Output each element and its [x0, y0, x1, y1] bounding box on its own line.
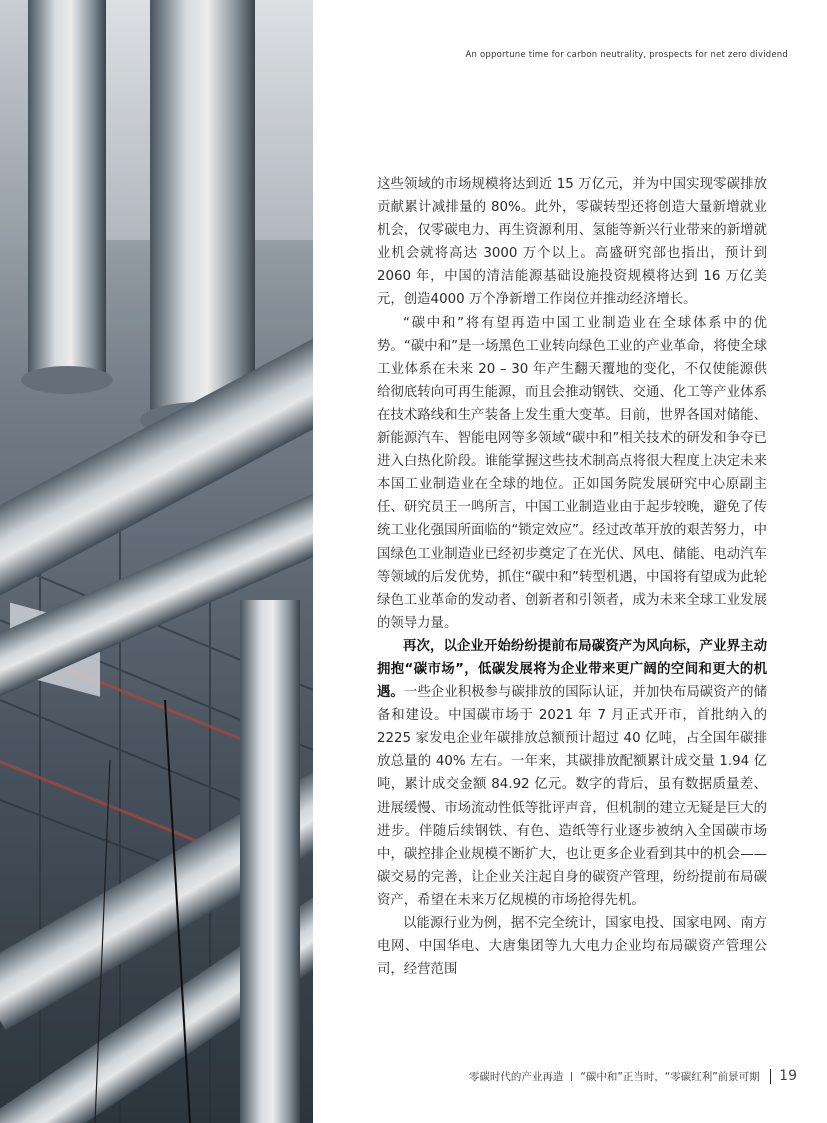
paragraph: 这些领域的市场规模将达到近 15 万亿元，并为中国实现零碳排放贡献累计减排量的 80%。此外，零碳转型还将创造大量新增就业机会，仅零碳电力、再生资源利用、氢能等新兴行业带来的新增就业机会就将高达 3000 万个以上。高盛研究部也指出，预计到 2060 年，中国的清洁能源基础设施投资规模将达到 16 万亿美元，创造4000 万个净新增工作岗位并推动经济增长。	[377, 177, 767, 308]
running-title: An opportune time for carbon neutrality, prospects for net zero dividend	[465, 50, 788, 60]
page-footer	[469, 1068, 797, 1084]
paragraph-rest: 一些企业积极参与碳排放的国际认证，并加快布局碳资产的储备和建设。中国碳市场于 2021 年 7 月正式开市，首批纳入的 2225 家发电企业年碳排放总额预计超过 40 亿吨，占全国年碳排放总量的 40% 左右。一年来，其碳排放配额累计成交量 1.94 亿吨，累计成交金额 84.92 亿元。数字的背后，虽有数据质量差、进展缓慢、市场流动性低等批评声音，但机制的建立无疑是巨大的进步。伴随后续钢铁、有色、造纸等行业逐步被纳入全国碳市场中，碳控排企业规模不断扩大，也让更多企业看到其中的机会——碳交易的完善，让企业关注起自身的碳资产管理，纷纷提前布局碳资产，希望在未来万亿规模的市场抢得先机。	[377, 685, 768, 908]
paragraph: 以能源行业为例，据不完全统计，国家电投、国家电网、南方电网、中国华电、大唐集团等九大电力企业均布局碳资产管理公司，经营范围	[377, 916, 767, 978]
page-number-divider	[770, 1069, 772, 1084]
footer-divider	[571, 1072, 572, 1081]
paragraph	[377, 635, 767, 912]
footer-chapter-title: “碳中和”正当时，“零碳红利”前景可期	[580, 1070, 760, 1083]
paragraph: “碳中和”将有望再造中国工业制造业在全球体系中的优势。“碳中和”是一场黑色工业转向绿色工业的产业革命，将使全球工业体系在未来 20 – 30 年产生翻天覆地的变化，不仅使能源供给彻底转向可再生能源，而且会推动钢铁、交通、化工等产业体系在技术路线和生产装备上发生重大变革。目前，世界各国对储能、新能源汽车、智能电网等多领域“碳中和”相关技术的研发和争夺已进入白热化阶段。谁能掌握这些技术制高点将很大程度上决定未来本国工业制造业在全球的地位。正如国务院发展研究中心原副主任、研究员王一鸣所言，中国工业制造业由于起步较晚，避免了传统工业化强国所面临的“锁定效应”。经过改革开放的艰苦努力，中国绿色工业制造业已经初步奠定了在光伏、风电、储能、电动汽车等领域的后发优势，抓住“碳中和”转型机遇，中国将有望成为此轮绿色工业革命的发动者、创新者和引领者，成为未来全球工业发展的领导力量。	[377, 315, 767, 631]
paragraph-lead-bold: 再次，以企业开始纷纷提前布局碳资产为风向标，产业界主动拥抱“碳市场”，低碳发展将为企业带来更广阔的空间和更大的机遇。	[377, 638, 767, 701]
industrial-pipes-photo	[0, 0, 313, 1123]
footer-section-title: 零碳时代的产业再造	[468, 1070, 564, 1083]
article-body	[377, 173, 767, 981]
page-number: 19	[779, 1068, 797, 1084]
